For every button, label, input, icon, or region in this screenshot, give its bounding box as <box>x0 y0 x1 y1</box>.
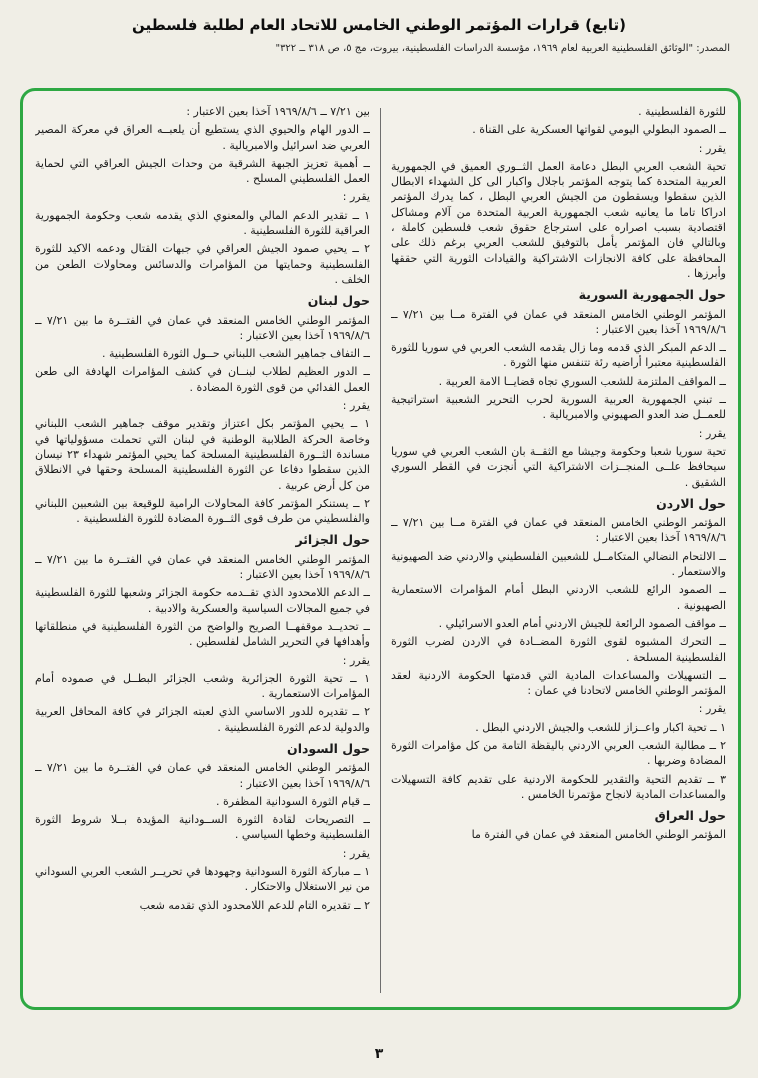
section-heading: حول الاردن <box>656 495 726 511</box>
paragraph: ١ ــ تقدير الدعم المالي والمعنوي الذي يقدمه شعب وحكومة الجمهورية العراقية للثورة الفلسطينية . <box>35 208 370 238</box>
paragraph: المؤتمر الوطني الخامس المنعقد في عمان في الفترة مــا بين ٧/٢١ ــ ١٩٦٩/٨/٦ آخذا بعين الاعتبار : <box>391 516 726 545</box>
paragraph: ــ الدعم المبكر الذي قدمه وما زال يقدمه الشعب العربي في سوريا للثورة الفلسطينية معتبرا أراضيه رئة تتنفس منها الثورة . <box>391 341 726 370</box>
section-heading: حول السودان <box>287 740 370 756</box>
paragraph: يقرر : <box>342 846 370 860</box>
paragraph: ــ الدور العظيم لطلاب لبنــان في كشف المؤامرات الهادفة الى طعن العمل الفدائي من قوى الثورة المضادة . <box>35 365 370 394</box>
paragraph: المؤتمر الوطني الخامس المنعقد في عمان في الفترة ما <box>471 828 726 842</box>
paragraph: ــ الصمود البطولي اليومي لقواتها العسكرية على القناة . <box>472 123 726 137</box>
paragraph: المؤتمر الوطني الخامس المنعقد في عمان في الفتــرة ما بين ٧/٢١ ــ ١٩٦٩/٨/٦ آخذا بعين الاعتبار : <box>35 313 370 342</box>
paragraph: يقرر : <box>342 190 370 204</box>
paragraph: يقرر : <box>342 653 370 667</box>
paragraph: ٢ ــ تقديره التام للدعم اللامحدود الذي تقدمه شعب <box>139 898 370 912</box>
paragraph: تحية الشعب العربي البطل دعامة العمل الثــوري العميق في الجمهورية العربية المتحدة كما يتوجه المؤتمر باجلال واكبار الى كل الشهداء الابطال الذين سقطوا ويسقطون من الجيش العربي البطل ، كما يدرك المؤتمر ادراكا تاما ما يعانيه شعب الجمهورية العربية المتحدة من آلام ومشاكل اقتصادية بسبب اصراره على استرجاع حقوق شعب فلسطين كاملة ، وبالتالي فان المؤتمر يأمل بالتوفيق للشعب العربي برغم ذلك على المحافظة على كافة الانجازات الاشتراكية والقيادات الثورية التي حققها وأبرزها . <box>391 159 726 280</box>
paragraph: ــ مواقف الصمود الرائعة للجيش الاردني أمام العدو الاسرائيلي . <box>438 616 726 630</box>
paragraph: ١ ــ تحية اكبار واعــزاز للشعب والجيش الاردني البطل . <box>475 720 726 734</box>
paragraph: ٢ ــ مطالبة الشعب العربي الاردني باليقظة التامة من كل مؤامرات الثورة المضادة وضربها . <box>391 738 726 768</box>
paragraph: يقرر : <box>698 426 726 440</box>
paragraph: ــ التسهيلات والمساعدات المادية التي قدمتها الحكومة الاردنية لعقد المؤتمر الوطني الخامس لاتحادنا في عمان : <box>391 668 726 698</box>
document-frame <box>20 88 741 1010</box>
paragraph: ــ تبني الجمهورية العربية السورية لحرب التحرير الشعبية استراتيجية للعمــل ضد العدو الصهيوني والامبريالية . <box>391 393 726 422</box>
text-column-left <box>35 104 370 997</box>
paragraph: ــ قيام الثورة السودانية المظفرة . <box>216 794 370 808</box>
paragraph: ــ تحديــد موقفهــا الصريح والواضح من الثورة الفلسطينية في منطلقاتها وأهدافها في التحرير الشامل لفلسطين . <box>35 619 370 649</box>
paragraph: ــ التحرك المشبوه لقوى الثورة المضــادة في الاردن لضرب الثورة الفلسطينية المسلحة . <box>391 635 726 664</box>
section-heading: حول العراق <box>654 808 726 824</box>
paragraph: ــ المواقف الملتزمة للشعب السوري تجاه قضايــا الامة العربية . <box>438 374 726 388</box>
paragraph: ــ الصمود الرائع للشعب الاردني البطل أمام المؤامرات الاستعمارية الصهيونية . <box>391 583 726 612</box>
paragraph: ــ أهمية تعزيز الجبهة الشرقية من وحدات الجيش العراقي التي لحماية العمل الفلسطيني المسلح . <box>35 156 370 186</box>
paragraph: ــ التصريحات لقادة الثورة الســودانية المؤيدة بــلا شروط الثورة الفلسطينية وخطها السياسي . <box>35 813 370 842</box>
page-title: (تابع) قرارات المؤتمر الوطني الخامس للاتحاد العام لطلبة فلسطين <box>131 16 627 34</box>
paragraph: المؤتمر الوطني الخامس المنعقد في عمان في الفترة مــا بين ٧/٢١ ــ ١٩٦٩/٨/٦ آخذا بعين الاعتبار : <box>391 307 726 336</box>
paragraph: ١ ــ يحيي المؤتمر بكل اعتزاز وتقدير موقف جماهير الشعب اللبناني وخاصة الحركة الطلابية الوطنية في لبنان التي تحملت مسؤولياتها في مساندة الثــورة الفلسطينية المسلحة كما يحيي المؤتمر شهداء ٢٣ نيسان الذين سقطوا دفاعا عن الثورة الفلسطينية المسلحة وحقها في الانطلاق من كل أرض عربية . <box>35 417 370 492</box>
paragraph: يقرر : <box>698 141 726 155</box>
paragraph: ٢ ــ يستنكر المؤتمر كافة المحاولات الرامية للوقيعة بين الشعبين اللبناني والفلسطيني من طرف قوى الثــورة المضادة للثورة الفلسطينية . <box>35 496 370 526</box>
text-column-right <box>391 104 726 997</box>
paragraph: ــ الالتحام النضالي المتكامــل للشعبين الفلسطيني والاردني ضد الصهيونية والاستعمار . <box>391 549 726 579</box>
page-number: ٣ <box>374 1046 384 1062</box>
text-columns <box>23 91 738 1007</box>
paragraph: ٢ ــ تقديره للدور الاساسي الذي لعبته الجزائر في كافة المحافل العربية والدولية لدعم الثورة الفلسطينية . <box>35 705 370 734</box>
paragraph: يقرر : <box>698 702 726 716</box>
column-divider <box>380 108 381 993</box>
paragraph: تحية سوريا شعبا وحكومة وجيشا مع الثقــة بان الشعب العربي في سوريا سيحافظ علــى المنجــزات الاشتراكية التي أنجزت في القطر السوري الشقيق . <box>391 444 726 489</box>
paragraph: بين ٧/٢١ ــ ١٩٦٩/٨/٦ آخذا بعين الاعتبار : <box>186 105 370 118</box>
document-header <box>0 0 758 54</box>
paragraph: ١ ــ مباركة الثورة السودانية وجهودها في تحريــر الشعب العربي السوداني من نير الاستغلال والاحتكار . <box>35 865 370 894</box>
paragraph: المؤتمر الوطني الخامس المنعقد في عمان في الفتــرة ما بين ٧/٢١ ــ ١٩٦٩/٨/٦ آخذا بعين الاعتبار : <box>35 552 370 582</box>
paragraph: ــ التفاف جماهير الشعب اللبناني حــول الثورة الفلسطينية . <box>102 347 370 361</box>
paragraph: ــ الدعم اللامحدود الذي تقــدمه حكومة الجزائر وشعبها للثورة الفلسطينية في جميع المجالات السياسية والعسكرية والادبية . <box>35 586 370 615</box>
section-heading: حول لبنان <box>307 293 370 309</box>
paragraph: المؤتمر الوطني الخامس المنعقد في عمان في الفتــرة ما بين ٧/٢١ ــ ١٩٦٩/٨/٦ آخذا بعين الاعتبار : <box>35 761 370 790</box>
paragraph: للثورة الفلسطينية . <box>638 105 726 118</box>
source-line: المصدر: "الوثائق الفلسطينية العربية لعام ١٩٦٩، مؤسسة الدراسات الفلسطينية، بيروت، مج ٥، ص ٣١٨ ــ ٣٢٢" <box>275 43 730 54</box>
paragraph: ــ الدور الهام والحيوي الذي يستطيع أن يلعبــه العراق في معركة المصير العربي ضد اسرائيل والامبريالية . <box>35 123 370 152</box>
paragraph: يقرر : <box>342 399 370 413</box>
paragraph: ٢ ــ يحيي صمود الجيش العراقي في جبهات القتال ودعمه الاكيد للثورة الفلسطينية وحمايتها من المؤامرات والدسائس ومحاولات الطعن من الخلف . <box>35 242 370 286</box>
paragraph: ٣ ــ تقديم التحية والتقدير للحكومة الاردنية على تقديم كافة التسهيلات والمساعدات المادية لانجاح مؤتمرنا الخامس . <box>391 772 726 801</box>
section-heading: حول الجمهورية السورية <box>578 287 726 303</box>
section-heading: حول الجزائر <box>295 532 370 548</box>
paragraph: ١ ــ تحية الثورة الجزائرية وشعب الجزائر البطــل في صموده أمام المؤامرات الاستعمارية . <box>35 671 370 701</box>
